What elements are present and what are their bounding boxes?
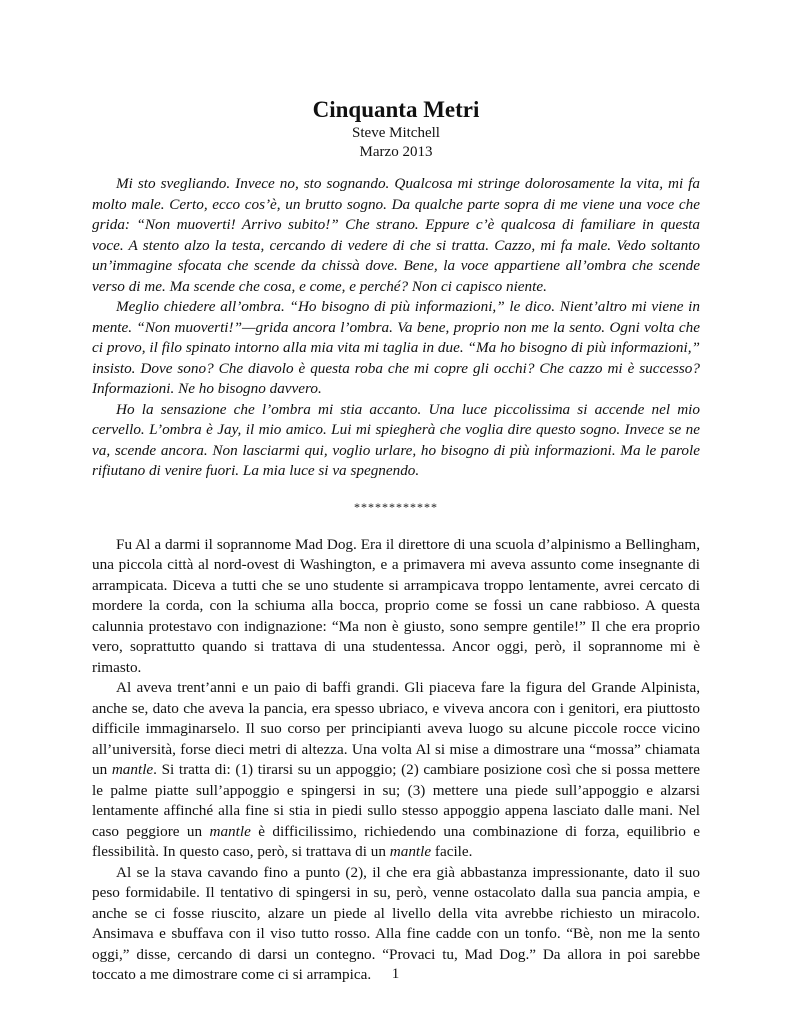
story-text: facile. <box>431 843 473 860</box>
story-paragraph: Fu Al a darmi il soprannome Mad Dog. Era il direttore di una scuola d’alpinismo a Bellingham, una piccola città al nord-ovest di Washington, e a primavera mi aveva assunto come insegnante di arrampicata. Diceva a tutti che se uno studente si arrampicava troppo lentamente, avrei cercato di mordere la corda, con la schiuma alla bocca, proprio come se fossi un cane rabbioso. A questa calunnia protestavo con indignazione: “Ma non è giusto, sono sempre gentile!” Il che era proprio vero, soprattutto quando si trattava di una studentessa. Ancor oggi, però, il soprannome mi è rimasto. <box>92 535 700 676</box>
story-text: è difficilissimo, richiedendo una combinazione di forza, equilibrio e flessibilità. In questo caso, però, si trattava di un <box>92 822 700 860</box>
technical-term: mantle <box>389 843 432 860</box>
prologue-section <box>92 174 700 482</box>
story-text: . Si tratta di: (1) tirarsi su un appoggio; (2) cambiare posizione così che si possa mettere le palme piatte sull’appoggio e spingersi in su; (3) mettere una piede sull’appoggio e alzarsi lentamente affinché alla fine si stia in piedi sullo stesso appoggio appena lasciato dalle mani. Nel caso peggiore un <box>92 761 701 840</box>
document-page <box>92 96 700 986</box>
story-text: Al aveva trent’anni e un paio di baffi grandi. Gli piaceva fare la figura del Grande Alpinista, anche se, dato che aveva la pancia, era spesso ubriaco, e viveva ancora con i genitori, era piuttosto difficile immaginarselo. Il suo corso per principianti aveva luogo su alcune piccole rocce vicino all’università, forse dieci metri di altezza. Una volta Al si mise a dimostrare una “mossa” chiamata un <box>92 679 700 778</box>
section-separator: ************ <box>354 499 438 514</box>
story-paragraph: Al se la stava cavando fino a punto (2), il che era già abbastanza impressionante, dato il suo peso formidabile. Il tentativo di spingersi in su, però, venne ostacolato dalla sua pancia ampia, e anche se ci fosse riuscito, alzare un piede al livello della vita avrebbe richiesto un miracolo. Ansimava e sbuffava con il viso tutto rosso. Alla fine cadde con un tonfo. “Bè, non me la sento oggi,” disse, cercando di darsi un contegno. “Provaci tu, Mad Dog.” Da allora in poi sarebbe toccato a me dimostrare come ci si arrampica. <box>92 863 700 983</box>
story-section <box>92 535 700 986</box>
prologue-paragraph: Mi sto svegliando. Invece no, sto sognando. Qualcosa mi stringe dolorosamente la vita, mi fa molto male. Certo, ecco cos’è, un brutto sogno. Da qualche parte sopra di me viene una voce che grida: “Non muoverti! Arrivo subito!” Che strano. Eppure c’è qualcosa di familiare in questa voce. A stento alzo la testa, cercando di vedere di che si tratta. Cazzo, mi fa male. Vedo soltanto un’immagine sfocata che scende da chissà dove. Bene, la voce appartiene all’ombra che scende verso di me. Ma scende che cosa, e come, e perché? Non ci capisco niente. <box>92 175 700 295</box>
prologue-paragraph: Meglio chiedere all’ombra. “Ho bisogno di più informazioni,” le dico. Nient’altro mi viene in mente. “Non muoverti!”—grida ancora l’ombra. Va bene, proprio non me la sento. Ogni volta che ci provo, il filo spinato intorno alla mia vita mi taglia in due. “Ma ho bisogno di più informazioni,” insisto. Dove sono? Che diavolo è questa roba che mi copre gli occhi? Che cazzo mi è successo? Informazioni. Ne ho bisogno davvero. <box>92 298 700 397</box>
author-name: Steve Mitchell <box>352 125 440 141</box>
prologue-paragraph: Ho la sensazione che l’ombra mi stia accanto. Una luce piccolissima si accende nel mio cervello. L’ombra è Jay, il mio amico. Lui mi spiegherà che voglia dire questo sogno. Invece se ne va, scende ancora. Non lasciarmi qui, voglio urlare, ho bisogno di più informazioni. Ma le parole rifiutano di venire fuori. La mia luce si va spegnendo. <box>92 400 700 479</box>
document-date: Marzo 2013 <box>359 144 433 160</box>
technical-term: mantle <box>209 822 251 840</box>
page-number: 1 <box>391 966 400 982</box>
document-title: Cinquanta Metri <box>312 97 480 122</box>
story-paragraph <box>92 678 700 863</box>
technical-term: mantle <box>111 761 154 778</box>
